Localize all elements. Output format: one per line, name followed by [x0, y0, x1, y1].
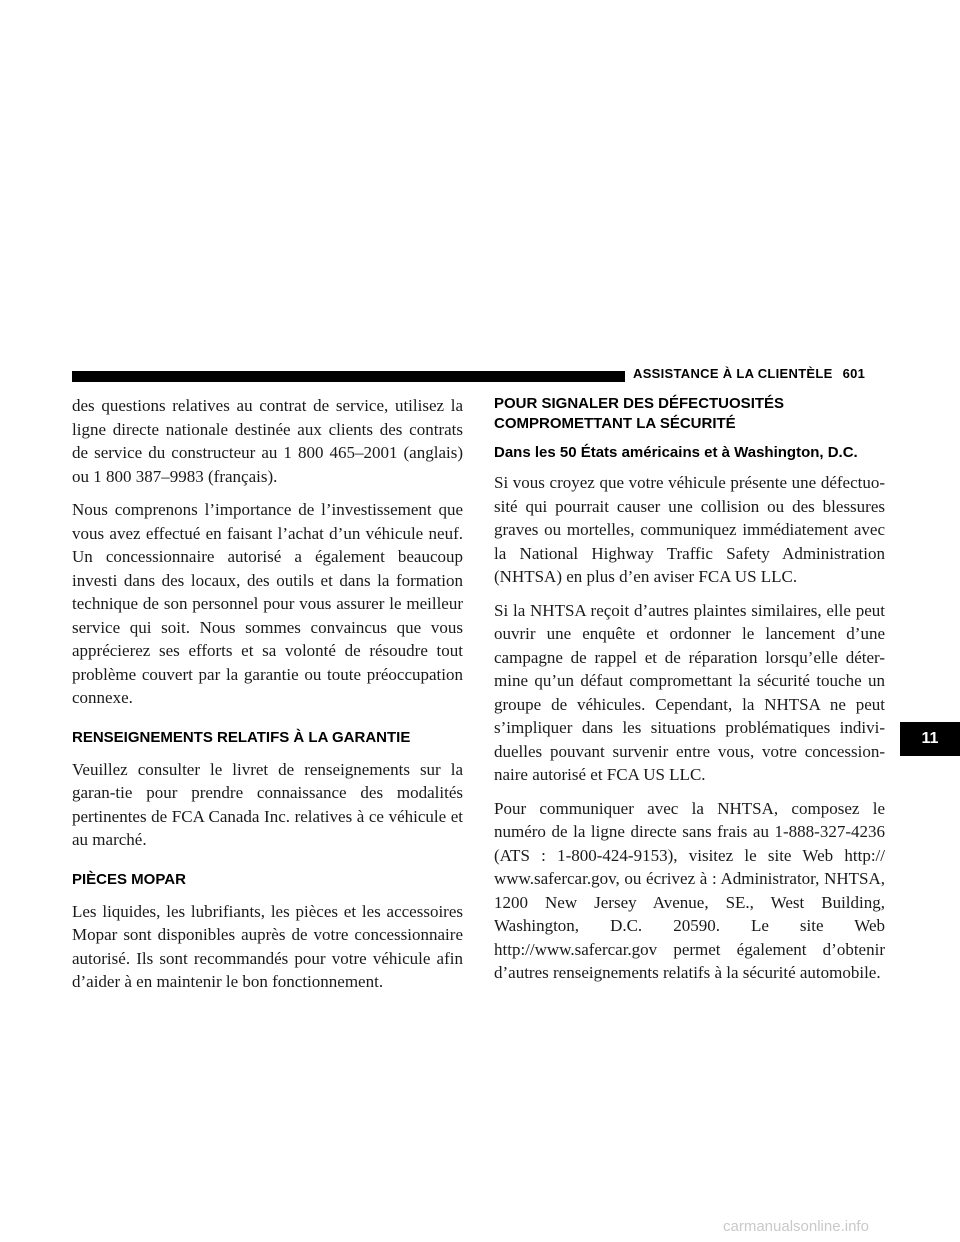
- defects-heading-line2: COMPROMETTANT LA SÉCURITÉ: [494, 415, 736, 432]
- right-column: [494, 394, 885, 995]
- service-contract-paragraph: des questions relatives au contrat de service, utilisez la ligne directe nationale destinée aux clients des contrats de service du constructeur au 1 800 465–2001 (anglais) ou 1 800 387–9983 (français).: [72, 396, 463, 486]
- page-number: 601: [842, 366, 866, 381]
- section-title: ASSISTANCE À LA CLIENTÈLE: [633, 366, 833, 381]
- left-column: [72, 394, 463, 1004]
- nhtsa-investigation-paragraph: Si la NHTSA reçoit d’autres plaintes similaires, elle peut ouvrir une enquête et ordonner le lancement d’une campagne de rappel et de réparation lorsqu’elle déter-mine qu’un défaut compromettant la sécurité touche un groupe de véhicules. Cependant, la NHTSA ne peut s’impliquer dans les situations problématiques indivi-duelles pouvant survenir entre vous, votre concession-naire autorisé et FCA US LLC.: [494, 600, 885, 784]
- warranty-heading: RENSEIGNEMENTS RELATIFS À LA GARANTIE: [72, 728, 411, 746]
- investment-paragraph: Nous comprenons l’importance de l’investissement que vous avez effectué en faisant l’achat d’un véhicule neuf. Un concessionnaire autorisé a également beaucoup investi dans des locaux, des outils et dans la formation technique de son personnel pour vous assurer le meilleur service qui soit. Nous sommes convaincus que vous apprécierez ses efforts et sa volonté de résoudre tout problème couvert par la garantie ou toute préoccupation connexe.: [72, 500, 463, 707]
- warranty-paragraph: Veuillez consulter le livret de renseignements sur la garan-tie pour prendre connaissance des modalités pertinentes de FCA Canada Inc. relatives à ce véhicule et au marché.: [72, 759, 463, 849]
- defects-heading-line1: POUR SIGNALER DES DÉFECTUOSITÉS: [494, 395, 785, 412]
- watermark: carmanualsonline.info: [723, 1218, 869, 1235]
- nhtsa-contact-paragraph: Pour communiquer avec la NHTSA, composez le numéro de la ligne directe sans frais au 1-888-327-4236 (ATS : 1-800-424-9153), visitez le site Web http:// www.safercar.gov, ou écrivez à : Administrator, NHTSA, 1200 New Jersey Avenue, SE., West Building, Washington, D.C. 20590. Le site Web http://www.safercar.gov permet également d’obtenir d’autres renseignements relatifs à la sécurité automobile.: [494, 798, 885, 982]
- page-header: [633, 366, 865, 381]
- header-rule: [72, 371, 625, 382]
- defects-heading: [494, 394, 885, 434]
- us-subheading: Dans les 50 États américains et à Washington, D.C.: [494, 444, 858, 461]
- mopar-paragraph: Les liquides, les lubrifiants, les pièces et les accessoires Mopar sont disponibles auprès de votre concessionnaire autorisé. Ils sont recommandés pour votre véhicule afin d’aider à en maintenir le bon fonctionnement.: [72, 901, 463, 991]
- chapter-tab: 11: [900, 722, 960, 756]
- defect-report-paragraph: Si vous croyez que votre véhicule présente une défectuo-sité qui pourrait causer une collision ou des blessures graves ou mortelles, communiquez immédiatement avec la National Highway Traffic Safety Administration (NHTSA) en plus d’en aviser FCA US LLC.: [494, 473, 885, 586]
- mopar-heading: PIÈCES MOPAR: [72, 870, 186, 888]
